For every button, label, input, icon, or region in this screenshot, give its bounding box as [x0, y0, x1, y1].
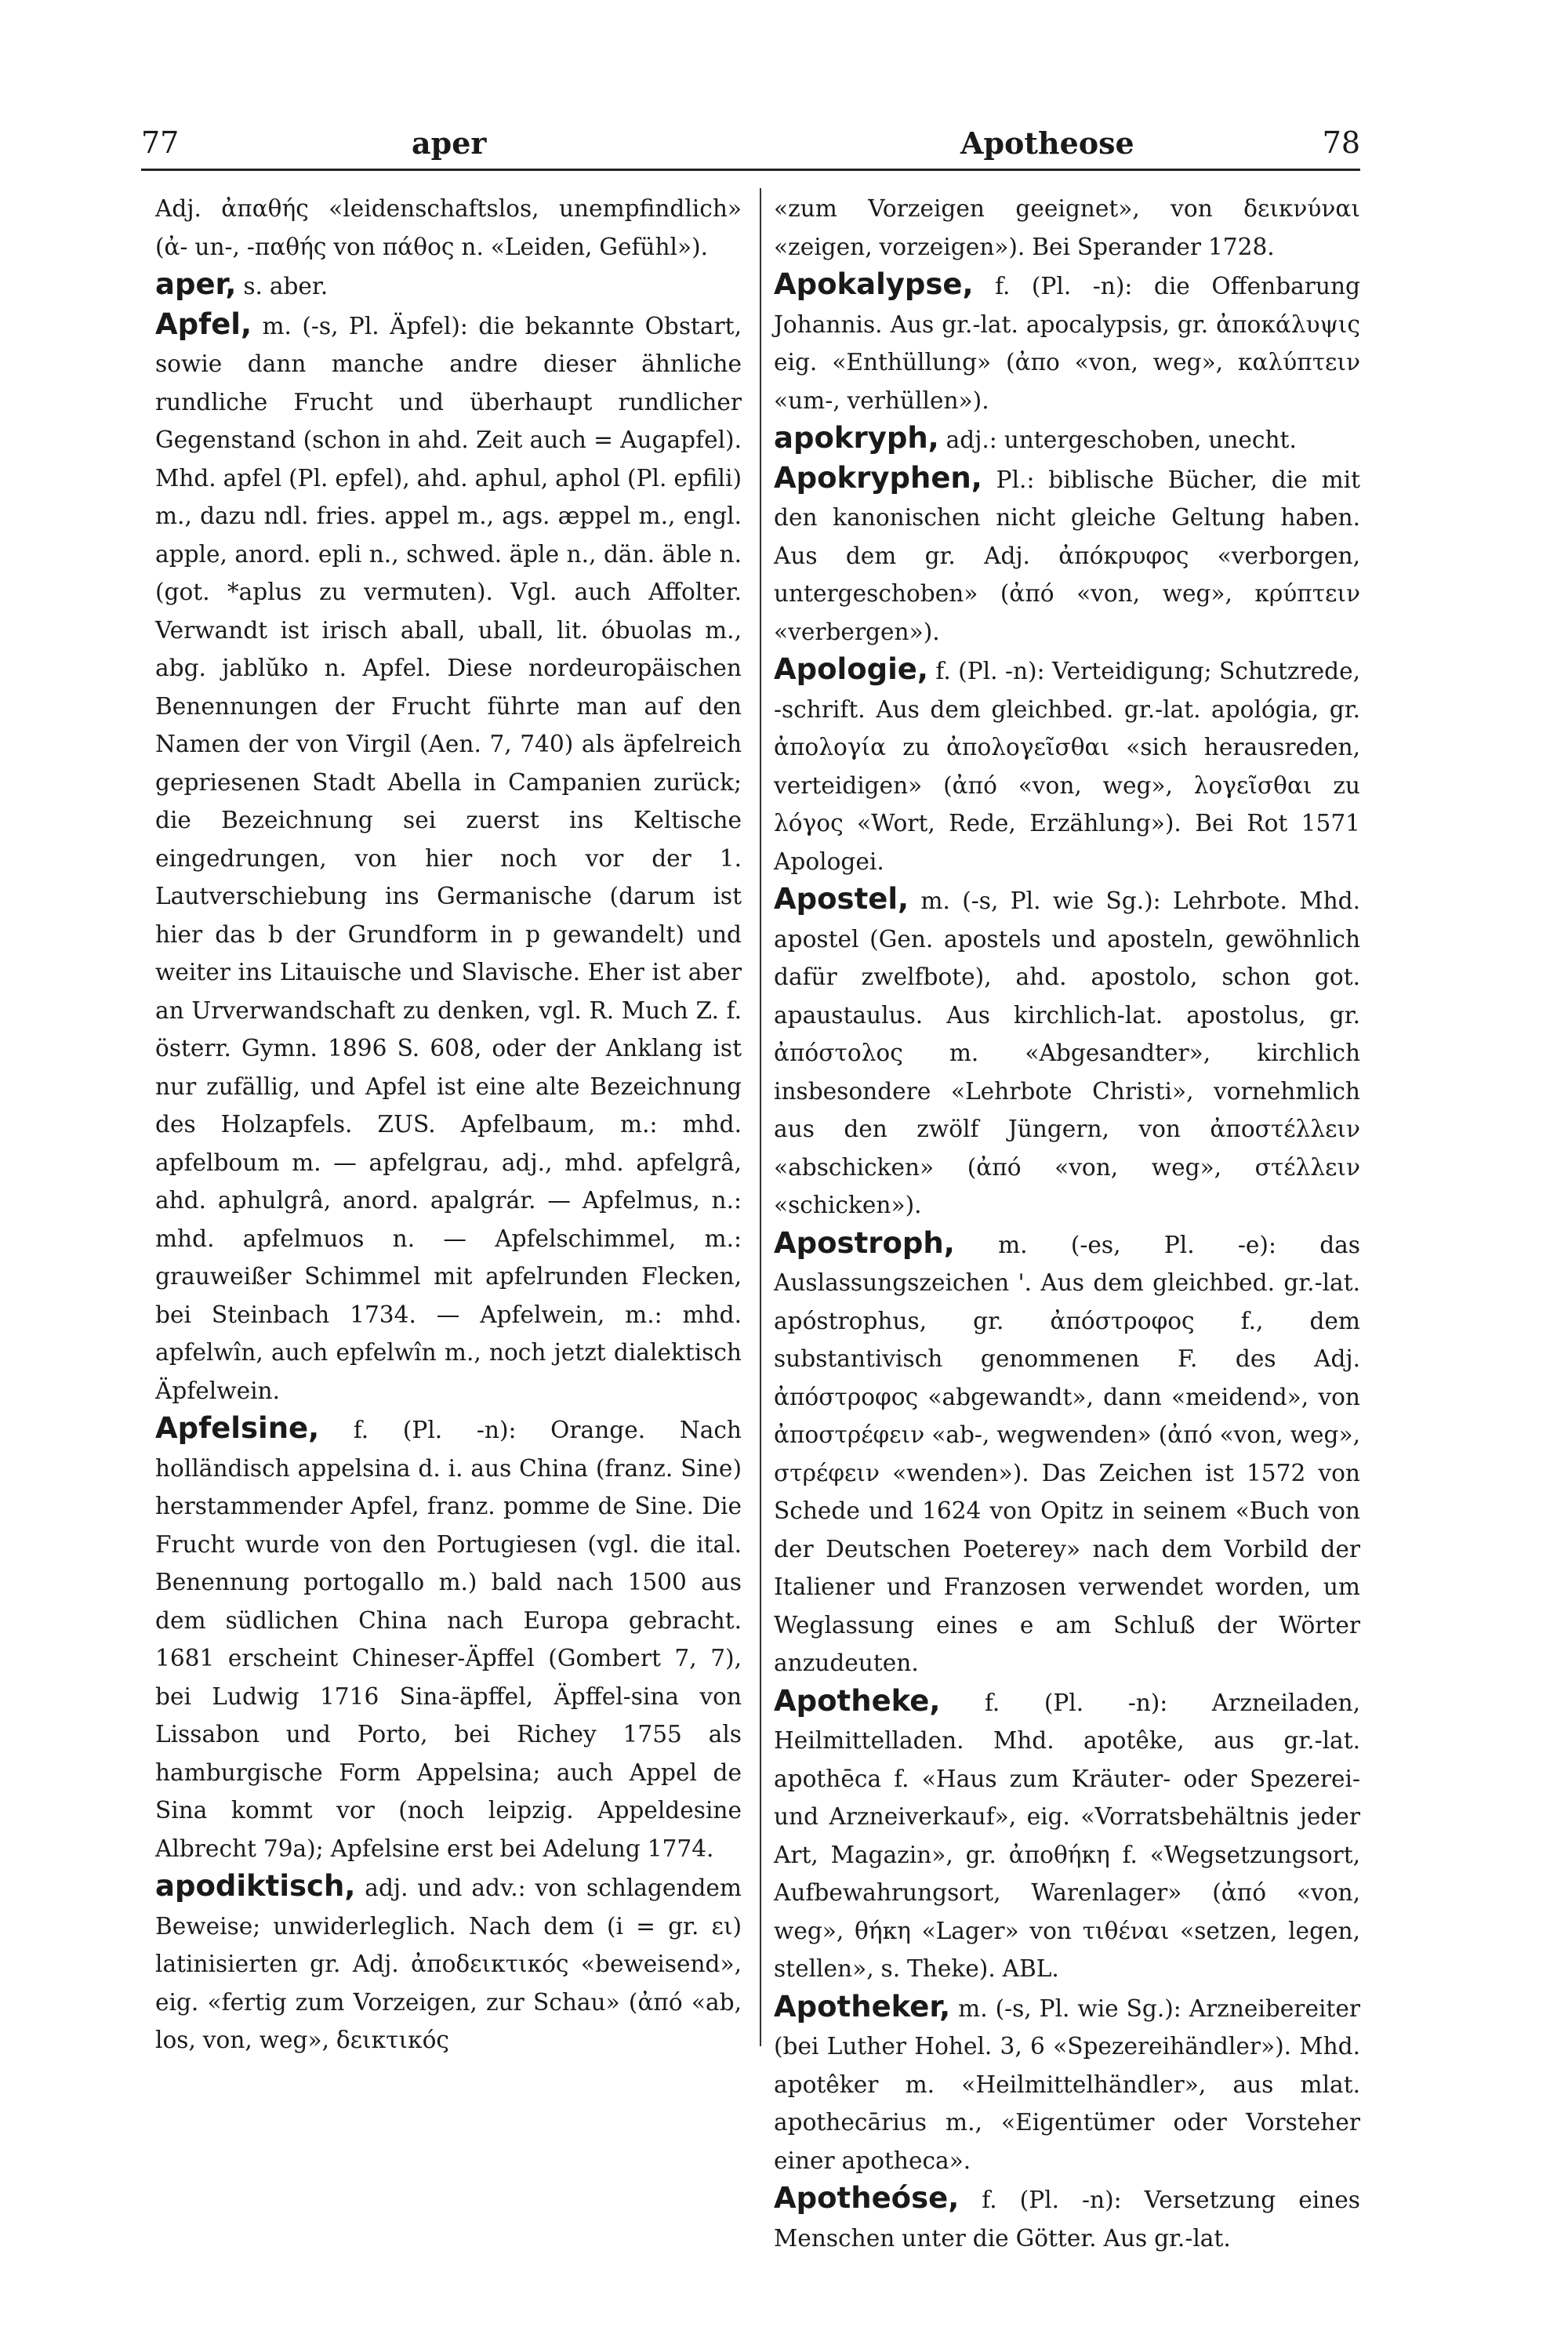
entry-text: f. (Pl. -n): Arzneiladen, Heilmittelladen. Mhd. apotêke, aus gr.-lat. apothēca f. «Haus zum Kräuter- oder Spezerei- und Arzneiverkauf», eig. «Vorratsbehältnis jeder Art, Magazin», gr. ἀποθήκη f. «Wegsetzungsort, Aufbewahrungsort, Warenlager» (ἀπό «von, weg», θήκη «Lager» von τιθέναι «setzen, legen, stellen», s. Theke). ABL. — [774, 1689, 1360, 1982]
entry-lemma: aper, — [155, 267, 237, 301]
dictionary-entry — [155, 266, 742, 306]
entry-lemma: apokryph, — [774, 421, 939, 455]
page-number-right: 78 — [1322, 125, 1360, 160]
dictionary-entry — [774, 266, 1360, 419]
entry-lemma: Apotheke, — [774, 1683, 941, 1718]
entry-text: m. (-s, Pl. wie Sg.): Lehrbote. Mhd. apostel (Gen. apostels und aposteln, gewöhnlich dafür zwelfbote), ahd. apostolo, schon got. apaustaulus. Aus kirchlich-lat. apostolus, gr. ἀπόστολος m. «Abgesandter», kirchlich insbesondere «Lehrbote Christi», vornehmlich aus den zwölf Jüngern, von ἀποστέλλειν «abschicken» (ἀπό «von, weg», στέλλειν «schicken»). — [774, 887, 1360, 1218]
entry-text: f. (Pl. -n): die Offenbarung Johannis. Aus gr.-lat. apocalypsis, gr. ἀποκάλυψις eig. «Enthüllung» (ἀπο «von, weg», καλύπτειν «um-, verhüllen»). — [774, 273, 1360, 414]
entry-text: Adj. ἀπαθής «leidenschaftslos, unempfindlich» (ἀ- un-, -παθής von πάθος n. «Leiden, Gefühl»). — [155, 195, 742, 260]
left-column — [155, 188, 742, 2060]
dictionary-entry — [155, 1867, 742, 2060]
dictionary-entry — [155, 1410, 742, 1867]
entry-text: m. (-s, Pl. Äpfel): die bekannte Obstart, sowie dann manche andre dieser ähnliche rundliche Frucht und überhaupt rundlicher Gegenstand (schon in ahd. Zeit auch = Augapfel). Mhd. apfel (Pl. epfel), ahd. aphul, aphol (Pl. epfili) m., dazu ndl. fries. appel m., ags. æppel m., engl. apple, anord. epli n., schwed. äple n., dän. äble n. (got. *aplus zu vermuten). Vgl. auch Affolter. Verwandt ist irisch aball, uball, lit. óbuolas m., abg. jablŭko n. Apfel. Diese nordeuropäischen Benennungen der Frucht führte man auf den Namen der von Virgil (Aen. 7, 740) als äpfelreich gepriesenen Stadt Abella in Campanien zurück; die Bezeichnung sei zuerst ins Keltische eingedrungen, von hier noch vor der 1. Lautverschiebung ins Germanische (darum ist hier das b der Grundform in p gewandelt) und weiter ins Litauische und Slavische. Eher ist aber an Urverwandschaft zu denken, vgl. R. Much Z. f. österr. Gymn. 1896 S. 608, oder der Anklang ist nur zufällig, und Apfel ist eine alte Bezeichnung des Holzapfels. ZUS. Apfelbaum, m.: mhd. apfelboum m. — apfelgrau, adj., mhd. apfelgrâ, ahd. aphulgrâ, anord. apalgrár. — Apfelmus, n.: mhd. apfelmuos n. — Apfelschimmel, m.: grauweißer Schimmel mit apfelrunden Flecken, bei Steinbach 1734. — Apfelwein, m.: mhd. apfelwîn, auch epfelwîn m., noch jetzt dialektisch Äpfelwein. — [155, 312, 742, 1404]
entry-text: s. aber. — [236, 273, 328, 299]
entry-lemma: Apostel, — [774, 882, 909, 916]
entry-text: Pl.: biblische Bücher, die mit den kanonischen nicht gleiche Geltung haben. Aus dem gr. Adj. ἀπόκρυφος «verborgen, untergeschoben» (ἀπό «von, weg», κρύπτειν «verbergen»). — [774, 466, 1360, 645]
entry-lemma: Apotheker, — [774, 1989, 951, 2024]
dictionary-entry — [774, 188, 1360, 266]
entry-text: «zum Vorzeigen geeignet», von δεικνύναι «zeigen, vorzeigen»). Bei Sperander 1728. — [774, 195, 1360, 260]
dictionary-entry — [155, 306, 742, 1410]
entry-lemma: Apokryphen, — [774, 460, 982, 495]
running-header — [141, 125, 1360, 172]
entry-lemma: apodiktisch, — [155, 1869, 356, 1903]
dictionary-entry — [774, 1988, 1360, 2180]
dictionary-entry — [155, 188, 742, 266]
dictionary-entry — [774, 459, 1360, 652]
dictionary-entry — [774, 2180, 1360, 2257]
entry-text: m. (-es, Pl. -e): das Auslassungszeichen '. Aus dem gleichbed. gr.-lat. apóstrophus, gr. ἀπόστροφος f., dem substantivisch genommenen F. des Adj. ἀπόστροφος «abgewandt», dann «meidend», von ἀποστρέφειν «ab-, wegwenden» (ἀπό «von, weg», στρέφειν «wenden»). Das Zeichen ist 1572 von Schede und 1624 von Opitz in seinem «Buch von der Deutschen Poeterey» nach dem Vorbild der Italiener und Franzosen verwendet worden, um Weglassung eines e am Schluß der Wörter anzudeuten. — [774, 1231, 1360, 1676]
entry-text: adj. und adv.: von schlagendem Beweise; unwiderleglich. Nach dem (i = gr. ει) latinisierten gr. Adj. ἀποδεικτικός «beweisend», eig. «fertig zum Vorzeigen, zur Schau» (ἀπό «ab, los, von, weg», δεικτικός — [155, 1875, 742, 2053]
right-column — [774, 188, 1360, 2257]
entry-text: adj.: untergeschoben, unecht. — [938, 426, 1297, 453]
entry-text: f. (Pl. -n): Versetzung eines Menschen unter die Götter. Aus gr.-lat. — [774, 2187, 1360, 2252]
entry-lemma: Apokalypse, — [774, 267, 974, 301]
dictionary-entry — [774, 419, 1360, 459]
entry-lemma: Apostroph, — [774, 1225, 955, 1260]
entry-lemma: Apologie, — [774, 652, 928, 686]
entry-lemma: Apfel, — [155, 307, 252, 341]
dictionary-entry — [774, 880, 1360, 1225]
entry-text: m. (-s, Pl. wie Sg.): Arzneibereiter (bei Luther Hohel. 3, 6 «Spezereihändler»). Mhd. apotêker m. «Heilmittelhändler», aus mlat. apothecārius m., «Eigentümer oder Vorsteher einer apotheca». — [774, 1994, 1360, 2174]
entry-text: f. (Pl. -n): Verteidigung; Schutzrede, -schrift. Aus dem gleichbed. gr.-lat. apológia, gr. ἀπολογία zu ἀπολογεῖσθαι «sich herausreden, verteidigen» (ἀπό «von, weg», λογεῖσθαι zu λόγος «Wort, Rede, Erzählung»). Bei Rot 1571 Apologei. — [774, 658, 1360, 875]
catchword-right: Apotheose — [960, 125, 1134, 161]
entry-text: f. (Pl. -n): Orange. Nach holländisch appelsina d. i. aus China (franz. Sine) herstammender Apfel, franz. pomme de Sine. Die Frucht wurde von den Portugiesen (vgl. die ital. Benennung portogallo m.) bald nach 1500 aus dem südlichen China nach Europa gebracht. 1681 erscheint Chineser-Äpffel (Gombert 7, 7), bei Ludwig 1716 Sina-äpffel, Äpffel-sina von Lissabon und Porto, bei Richey 1755 als hamburgische Form Appelsina; auch Appel de Sina kommt vor (noch leipzig. Appeldesine Albrecht 79a); Apfelsine erst bei Adelung 1774. — [155, 1417, 742, 1862]
page-number-left: 77 — [141, 125, 180, 160]
dictionary-entry — [774, 651, 1360, 880]
header-rule — [141, 169, 1360, 171]
column-divider — [760, 188, 761, 2046]
dictionary-entry — [774, 1682, 1360, 1988]
dictionary-entry — [774, 1225, 1360, 1682]
catchword-left: aper — [412, 125, 487, 161]
entry-lemma: Apfelsine, — [155, 1411, 320, 1445]
entry-lemma: Apotheóse, — [774, 2181, 960, 2215]
